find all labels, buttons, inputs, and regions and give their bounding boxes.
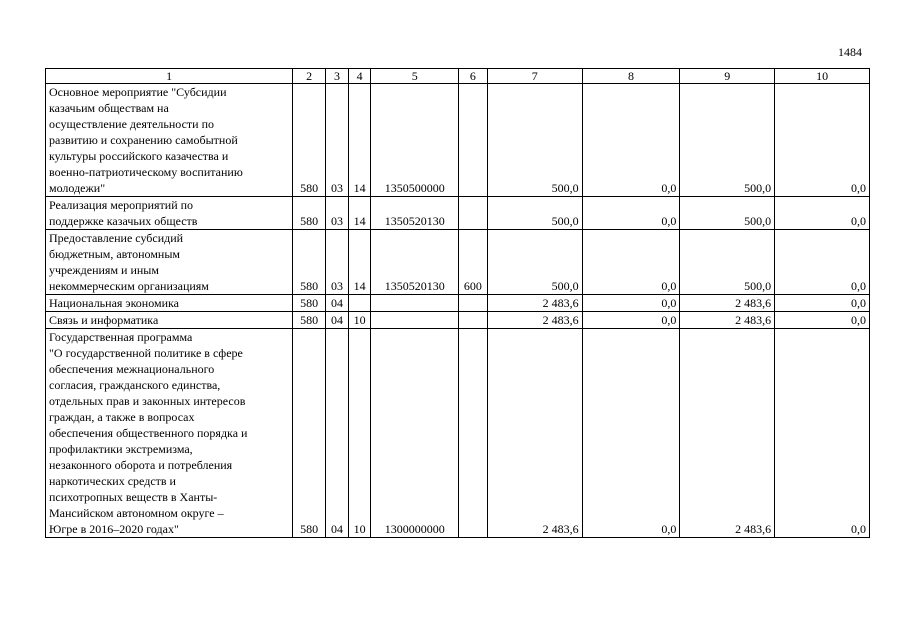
expense-type-code — [459, 312, 488, 329]
expense-type-code — [459, 84, 488, 197]
header-cell: 5 — [371, 69, 459, 84]
target-article-code — [371, 295, 459, 312]
amount-col9: 2 483,6 — [680, 312, 775, 329]
table-row — [46, 84, 870, 197]
amount-col8: 0,0 — [582, 230, 680, 295]
amount-col8: 0,0 — [582, 329, 680, 538]
budget-table — [45, 68, 870, 538]
subsection-code: 14 — [348, 84, 371, 197]
header-cell: 10 — [775, 69, 870, 84]
subsection-code: 10 — [348, 329, 371, 538]
section-code: 04 — [326, 295, 349, 312]
amount-col9: 500,0 — [680, 197, 775, 230]
ministry-code: 580 — [293, 230, 326, 295]
section-code: 04 — [326, 329, 349, 538]
ministry-code: 580 — [293, 312, 326, 329]
expense-type-code — [459, 295, 488, 312]
amount-total: 500,0 — [487, 84, 582, 197]
amount-col10: 0,0 — [775, 197, 870, 230]
header-cell: 7 — [487, 69, 582, 84]
item-name: Государственная программа "О государственной политике в сфере обеспечения межнационального согласия, гражданского единства, отдельных прав и законных интересов граждан, а также в вопросах обеспечения общественного порядка и профилактики экстремизма, незаконного оборота и потребления наркотических средств и психотропных веществ в Ханты- Мансийском автономном округе – Югре в 2016–2020 годах" — [46, 329, 293, 538]
subsection-code — [348, 295, 371, 312]
header-cell: 6 — [459, 69, 488, 84]
target-article-code: 1350520130 — [371, 230, 459, 295]
subsection-code: 14 — [348, 230, 371, 295]
section-code: 03 — [326, 84, 349, 197]
table-row — [46, 329, 870, 538]
expense-type-code — [459, 329, 488, 538]
amount-total: 2 483,6 — [487, 295, 582, 312]
amount-total: 500,0 — [487, 230, 582, 295]
header-row — [46, 69, 870, 84]
subsection-code: 10 — [348, 312, 371, 329]
target-article-code: 1350520130 — [371, 197, 459, 230]
table-row — [46, 230, 870, 295]
amount-total: 500,0 — [487, 197, 582, 230]
target-article-code — [371, 312, 459, 329]
header-cell: 9 — [680, 69, 775, 84]
amount-total: 2 483,6 — [487, 312, 582, 329]
section-code: 03 — [326, 197, 349, 230]
item-name: Основное мероприятие "Субсидии казачьим обществам на осуществление деятельности по развитию и сохранению самобытной культуры российского казачества и военно-патриотическому воспитанию молодежи" — [46, 84, 293, 197]
amount-col8: 0,0 — [582, 295, 680, 312]
header-cell: 1 — [46, 69, 293, 84]
table-row — [46, 295, 870, 312]
amount-col10: 0,0 — [775, 84, 870, 197]
item-name: Национальная экономика — [46, 295, 293, 312]
target-article-code: 1300000000 — [371, 329, 459, 538]
header-cell: 2 — [293, 69, 326, 84]
ministry-code: 580 — [293, 295, 326, 312]
item-name: Предоставление субсидий бюджетным, автономным учреждениям и иным некоммерческим организациям — [46, 230, 293, 295]
amount-col10: 0,0 — [775, 312, 870, 329]
amount-col10: 0,0 — [775, 230, 870, 295]
amount-col9: 500,0 — [680, 230, 775, 295]
amount-col9: 500,0 — [680, 84, 775, 197]
page-number: 1484 — [838, 45, 862, 59]
header-cell: 3 — [326, 69, 349, 84]
amount-col8: 0,0 — [582, 84, 680, 197]
expense-type-code — [459, 197, 488, 230]
item-name: Реализация мероприятий по поддержке казачьих обществ — [46, 197, 293, 230]
ministry-code: 580 — [293, 84, 326, 197]
ministry-code: 580 — [293, 197, 326, 230]
amount-total: 2 483,6 — [487, 329, 582, 538]
header-cell: 8 — [582, 69, 680, 84]
section-code: 03 — [326, 230, 349, 295]
amount-col9: 2 483,6 — [680, 329, 775, 538]
ministry-code: 580 — [293, 329, 326, 538]
amount-col10: 0,0 — [775, 329, 870, 538]
amount-col10: 0,0 — [775, 295, 870, 312]
amount-col9: 2 483,6 — [680, 295, 775, 312]
header-cell: 4 — [348, 69, 371, 84]
expense-type-code: 600 — [459, 230, 488, 295]
amount-col8: 0,0 — [582, 197, 680, 230]
table-row — [46, 197, 870, 230]
subsection-code: 14 — [348, 197, 371, 230]
amount-col8: 0,0 — [582, 312, 680, 329]
table-row — [46, 312, 870, 329]
section-code: 04 — [326, 312, 349, 329]
target-article-code: 1350500000 — [371, 84, 459, 197]
item-name: Связь и информатика — [46, 312, 293, 329]
